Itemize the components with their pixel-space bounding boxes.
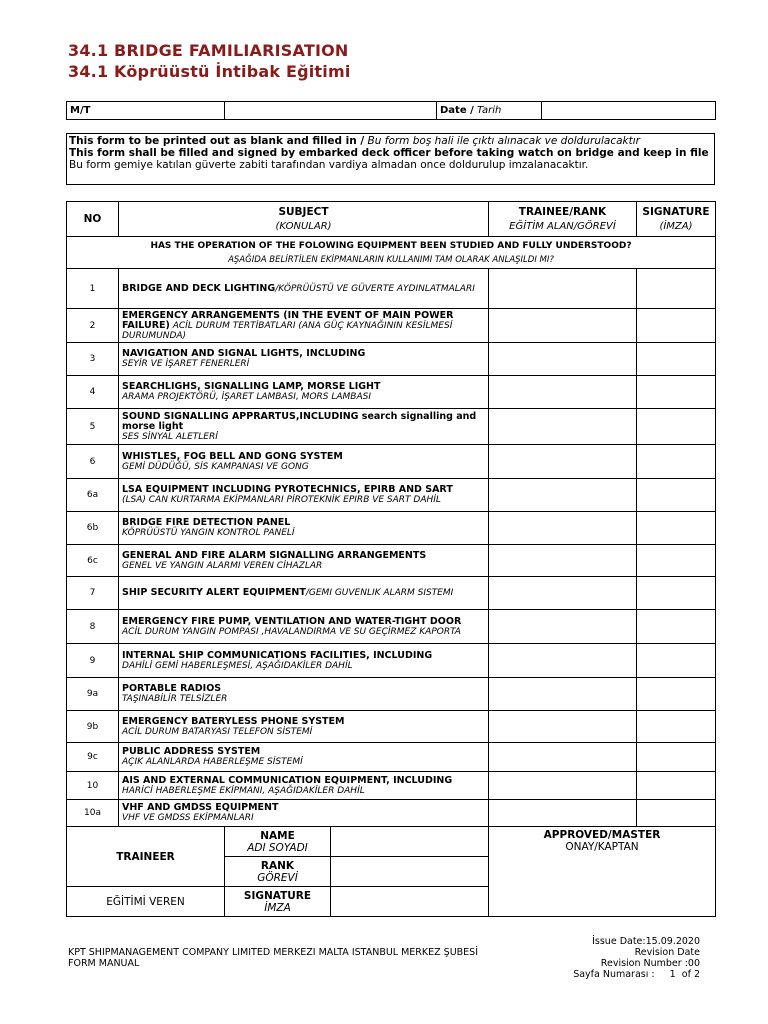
item-number: 3 <box>67 343 119 376</box>
date-label: Date / Tarih <box>437 102 542 120</box>
table-row <box>67 772 716 800</box>
header-subject: SUBJECT (KONULAR) <box>119 202 489 237</box>
signature-field[interactable] <box>331 887 489 917</box>
trainee-rank-field[interactable] <box>489 376 637 409</box>
signature-field[interactable] <box>637 711 716 743</box>
item-number: 1 <box>67 269 119 309</box>
trainer-label-tr: EĞİTİMİ VEREN <box>67 887 225 917</box>
trainee-rank-field[interactable] <box>489 644 637 678</box>
trainee-rank-field[interactable] <box>489 743 637 772</box>
revision-number: Revision Number :00 <box>600 958 700 969</box>
signature-field[interactable] <box>637 545 716 577</box>
table-row <box>67 545 716 577</box>
footer-company: KPT SHIPMANAGEMENT COMPANY LIMITED MERKEZI MALTA ISTANBUL MERKEZ ŞUBESİ FORM MANUAL <box>68 947 479 969</box>
instruction-line-1: This form to be printed out as blank and filled in / <box>69 135 365 147</box>
table-row <box>67 800 716 827</box>
signature-field[interactable] <box>637 772 716 800</box>
item-subject: EMERGENCY BATERYLESS PHONE SYSTEM ACİL DURUM BATARYASI TELEFON SİSTEMİ <box>119 711 489 743</box>
instruction-line-1-tr: Bu form boş hali ile çıktı alınacak ve doldurulacaktır <box>367 135 640 147</box>
signature-field[interactable] <box>637 577 716 610</box>
name-label: NAME ADI SOYADI <box>225 827 331 857</box>
item-subject: LSA EQUIPMENT INCLUDING PYROTECHNICS, EPIRB AND SART (LSA) CAN KURTARMA EKİPMANLARI PİROTEKNİK EPIRB VE SART DAHİL <box>119 479 489 512</box>
rank-label: RANK GÖREVİ <box>225 857 331 887</box>
table-row <box>67 711 716 743</box>
question-cell: HAS THE OPERATION OF THE FOLOWING EQUIPMENT BEEN STUDIED AND FULLY UNDERSTOOD? AŞAĞIDA BELİRTİLEN EKİPMANLARIN KULLANIMI TAM OLARAK ANLAŞILDI MI? <box>67 237 716 269</box>
trainee-rank-field[interactable] <box>489 711 637 743</box>
trainee-rank-field[interactable] <box>489 610 637 644</box>
signature-field[interactable] <box>637 479 716 512</box>
trainee-rank-field[interactable] <box>489 678 637 711</box>
item-number: 6a <box>67 479 119 512</box>
signature-field[interactable] <box>637 610 716 644</box>
item-number: 9a <box>67 678 119 711</box>
header-signature: SIGNATURE (İMZA) <box>637 202 716 237</box>
trainer-label: TRAINEER <box>67 827 225 887</box>
item-subject: INTERNAL SHIP COMMUNICATIONS FACILITIES, INCLUDING DAHİLİ GEMİ HABERLEŞMESİ, AŞAĞIDAKİLER DAHİL <box>119 644 489 678</box>
item-subject: EMERGENCY FIRE PUMP, VENTILATION AND WATER-TIGHT DOOR ACİL DURUM YANGIN POMPASI ,HAVALANDIRMA VE SU GEÇİRMEZ KAPORTA <box>119 610 489 644</box>
signature-field[interactable] <box>637 409 716 445</box>
approved-master-cell[interactable]: APPROVED/MASTER ONAY/KAPTAN <box>489 827 716 917</box>
item-subject: BRIDGE AND DECK LIGHTING/KÖPRÜÜSTÜ VE GÜVERTE AYDINLATMALARI <box>119 269 489 309</box>
table-row <box>67 678 716 711</box>
table-row <box>67 743 716 772</box>
signature-field[interactable] <box>637 376 716 409</box>
instruction-line-2: This form shall be filled and signed by embarked deck officer before taking watch on bridge and keep in file <box>69 147 709 159</box>
item-subject: EMERGENCY ARRANGEMENTS (IN THE EVENT OF MAIN POWER FAILURE) ACİL DURUM TERTİBATLARI (ANA GÜÇ KAYNAĞININ KESİLMESİ DURUMUNDA) <box>119 309 489 343</box>
familiarisation-table <box>66 201 716 827</box>
trainee-rank-field[interactable] <box>489 269 637 309</box>
revision-date: Revision Date <box>634 947 700 958</box>
trainee-rank-field[interactable] <box>489 445 637 479</box>
table-row <box>67 479 716 512</box>
signature-field[interactable] <box>637 343 716 376</box>
table-row <box>67 376 716 409</box>
footer-revision <box>573 936 700 980</box>
item-subject: PORTABLE RADIOS TAŞINABİLİR TELSİZLER <box>119 678 489 711</box>
trainee-rank-field[interactable] <box>489 343 637 376</box>
trainee-rank-field[interactable] <box>489 309 637 343</box>
signature-field[interactable] <box>637 644 716 678</box>
name-field[interactable] <box>331 827 489 857</box>
trainee-rank-field[interactable] <box>489 409 637 445</box>
table-row <box>67 445 716 479</box>
page-number: Sayfa Numarası : 1 of 2 <box>573 969 700 980</box>
item-subject: PUBLIC ADDRESS SYSTEM AÇIK ALANLARDA HABERLEŞME SİSTEMİ <box>119 743 489 772</box>
table-row <box>67 512 716 545</box>
trainee-rank-field[interactable] <box>489 577 637 610</box>
table-row <box>67 610 716 644</box>
item-number: 10a <box>67 800 119 827</box>
item-subject: SEARCHLIGHS, SIGNALLING LAMP, MORSE LIGHT ARAMA PROJEKTÖRÜ, İŞARET LAMBASI, MORS LAMBASI <box>119 376 489 409</box>
table-row <box>67 343 716 376</box>
trainee-rank-field[interactable] <box>489 479 637 512</box>
mt-label: M/T <box>67 102 225 120</box>
signature-field[interactable] <box>637 512 716 545</box>
instructions-box <box>66 133 715 185</box>
item-number: 4 <box>67 376 119 409</box>
instruction-line-3: Bu form gemiye katılan güverte zabiti tarafından vardiya almadan once doldurulup imzalanacaktır. <box>69 159 589 171</box>
title-turkish: 34.1 Köprüüstü İntibak Eğitimi <box>68 62 351 81</box>
vessel-date-table <box>66 101 716 120</box>
item-subject: NAVIGATION AND SIGNAL LIGHTS, INCLUDING SEYİR VE İŞARET FENERLERİ <box>119 343 489 376</box>
signature-field[interactable] <box>637 445 716 479</box>
item-subject: SOUND SIGNALLING APPRARTUS,INCLUDING search signalling and morse light SES SİNYAL ALETLERİ <box>119 409 489 445</box>
table-row <box>67 644 716 678</box>
table-row <box>67 269 716 309</box>
item-number: 7 <box>67 577 119 610</box>
signature-label: SIGNATURE İMZA <box>225 887 331 917</box>
signature-field[interactable] <box>637 309 716 343</box>
item-number: 10 <box>67 772 119 800</box>
signature-field[interactable] <box>637 800 716 827</box>
item-number: 2 <box>67 309 119 343</box>
signature-field[interactable] <box>637 678 716 711</box>
item-subject: GENERAL AND FIRE ALARM SIGNALLING ARRANGEMENTS GENEL VE YANGIN ALARMI VEREN CİHAZLAR <box>119 545 489 577</box>
trainee-rank-field[interactable] <box>489 772 637 800</box>
trainee-rank-field[interactable] <box>489 800 637 827</box>
item-number: 6c <box>67 545 119 577</box>
item-number: 9 <box>67 644 119 678</box>
item-subject: WHISTLES, FOG BELL AND GONG SYSTEM GEMİ DÜDÜĞÜ, SİS KAMPANASI VE GONG <box>119 445 489 479</box>
rank-field[interactable] <box>331 857 489 887</box>
item-subject: AIS AND EXTERNAL COMMUNICATION EQUIPMENT, INCLUDING HARİCİ HABERLEŞME EKİPMANI, AŞAĞIDAKİLER DAHİL <box>119 772 489 800</box>
table-row <box>67 309 716 343</box>
header-no: NO <box>67 202 119 237</box>
item-subject: BRIDGE FIRE DETECTION PANEL KÖPRÜÜSTÜ YANGIN KONTROL PANELİ <box>119 512 489 545</box>
table-row <box>67 409 716 445</box>
header-trainee: TRAINEE/RANK EĞİTİM ALAN/GÖREVİ <box>489 202 637 237</box>
signature-field[interactable] <box>637 269 716 309</box>
date-field[interactable] <box>542 102 716 120</box>
signoff-table <box>66 826 716 917</box>
item-number: 8 <box>67 610 119 644</box>
item-number: 6 <box>67 445 119 479</box>
item-number: 9c <box>67 743 119 772</box>
trainee-rank-field[interactable] <box>489 545 637 577</box>
signature-field[interactable] <box>637 743 716 772</box>
table-header <box>67 202 716 237</box>
item-subject: SHIP SECURITY ALERT EQUIPMENT/GEMI GUVENLIK ALARM SISTEMI <box>119 577 489 610</box>
trainee-rank-field[interactable] <box>489 512 637 545</box>
item-number: 9b <box>67 711 119 743</box>
title-english: 34.1 BRIDGE FAMILIARISATION <box>68 41 349 60</box>
table-row <box>67 577 716 610</box>
item-number: 6b <box>67 512 119 545</box>
question-row <box>67 237 716 269</box>
item-subject: VHF AND GMDSS EQUIPMENT VHF VE GMDSS EKİPMANLARI <box>119 800 489 827</box>
issue-date: İssue Date:15.09.2020 <box>592 936 700 947</box>
item-number: 5 <box>67 409 119 445</box>
mt-field[interactable] <box>225 102 437 120</box>
